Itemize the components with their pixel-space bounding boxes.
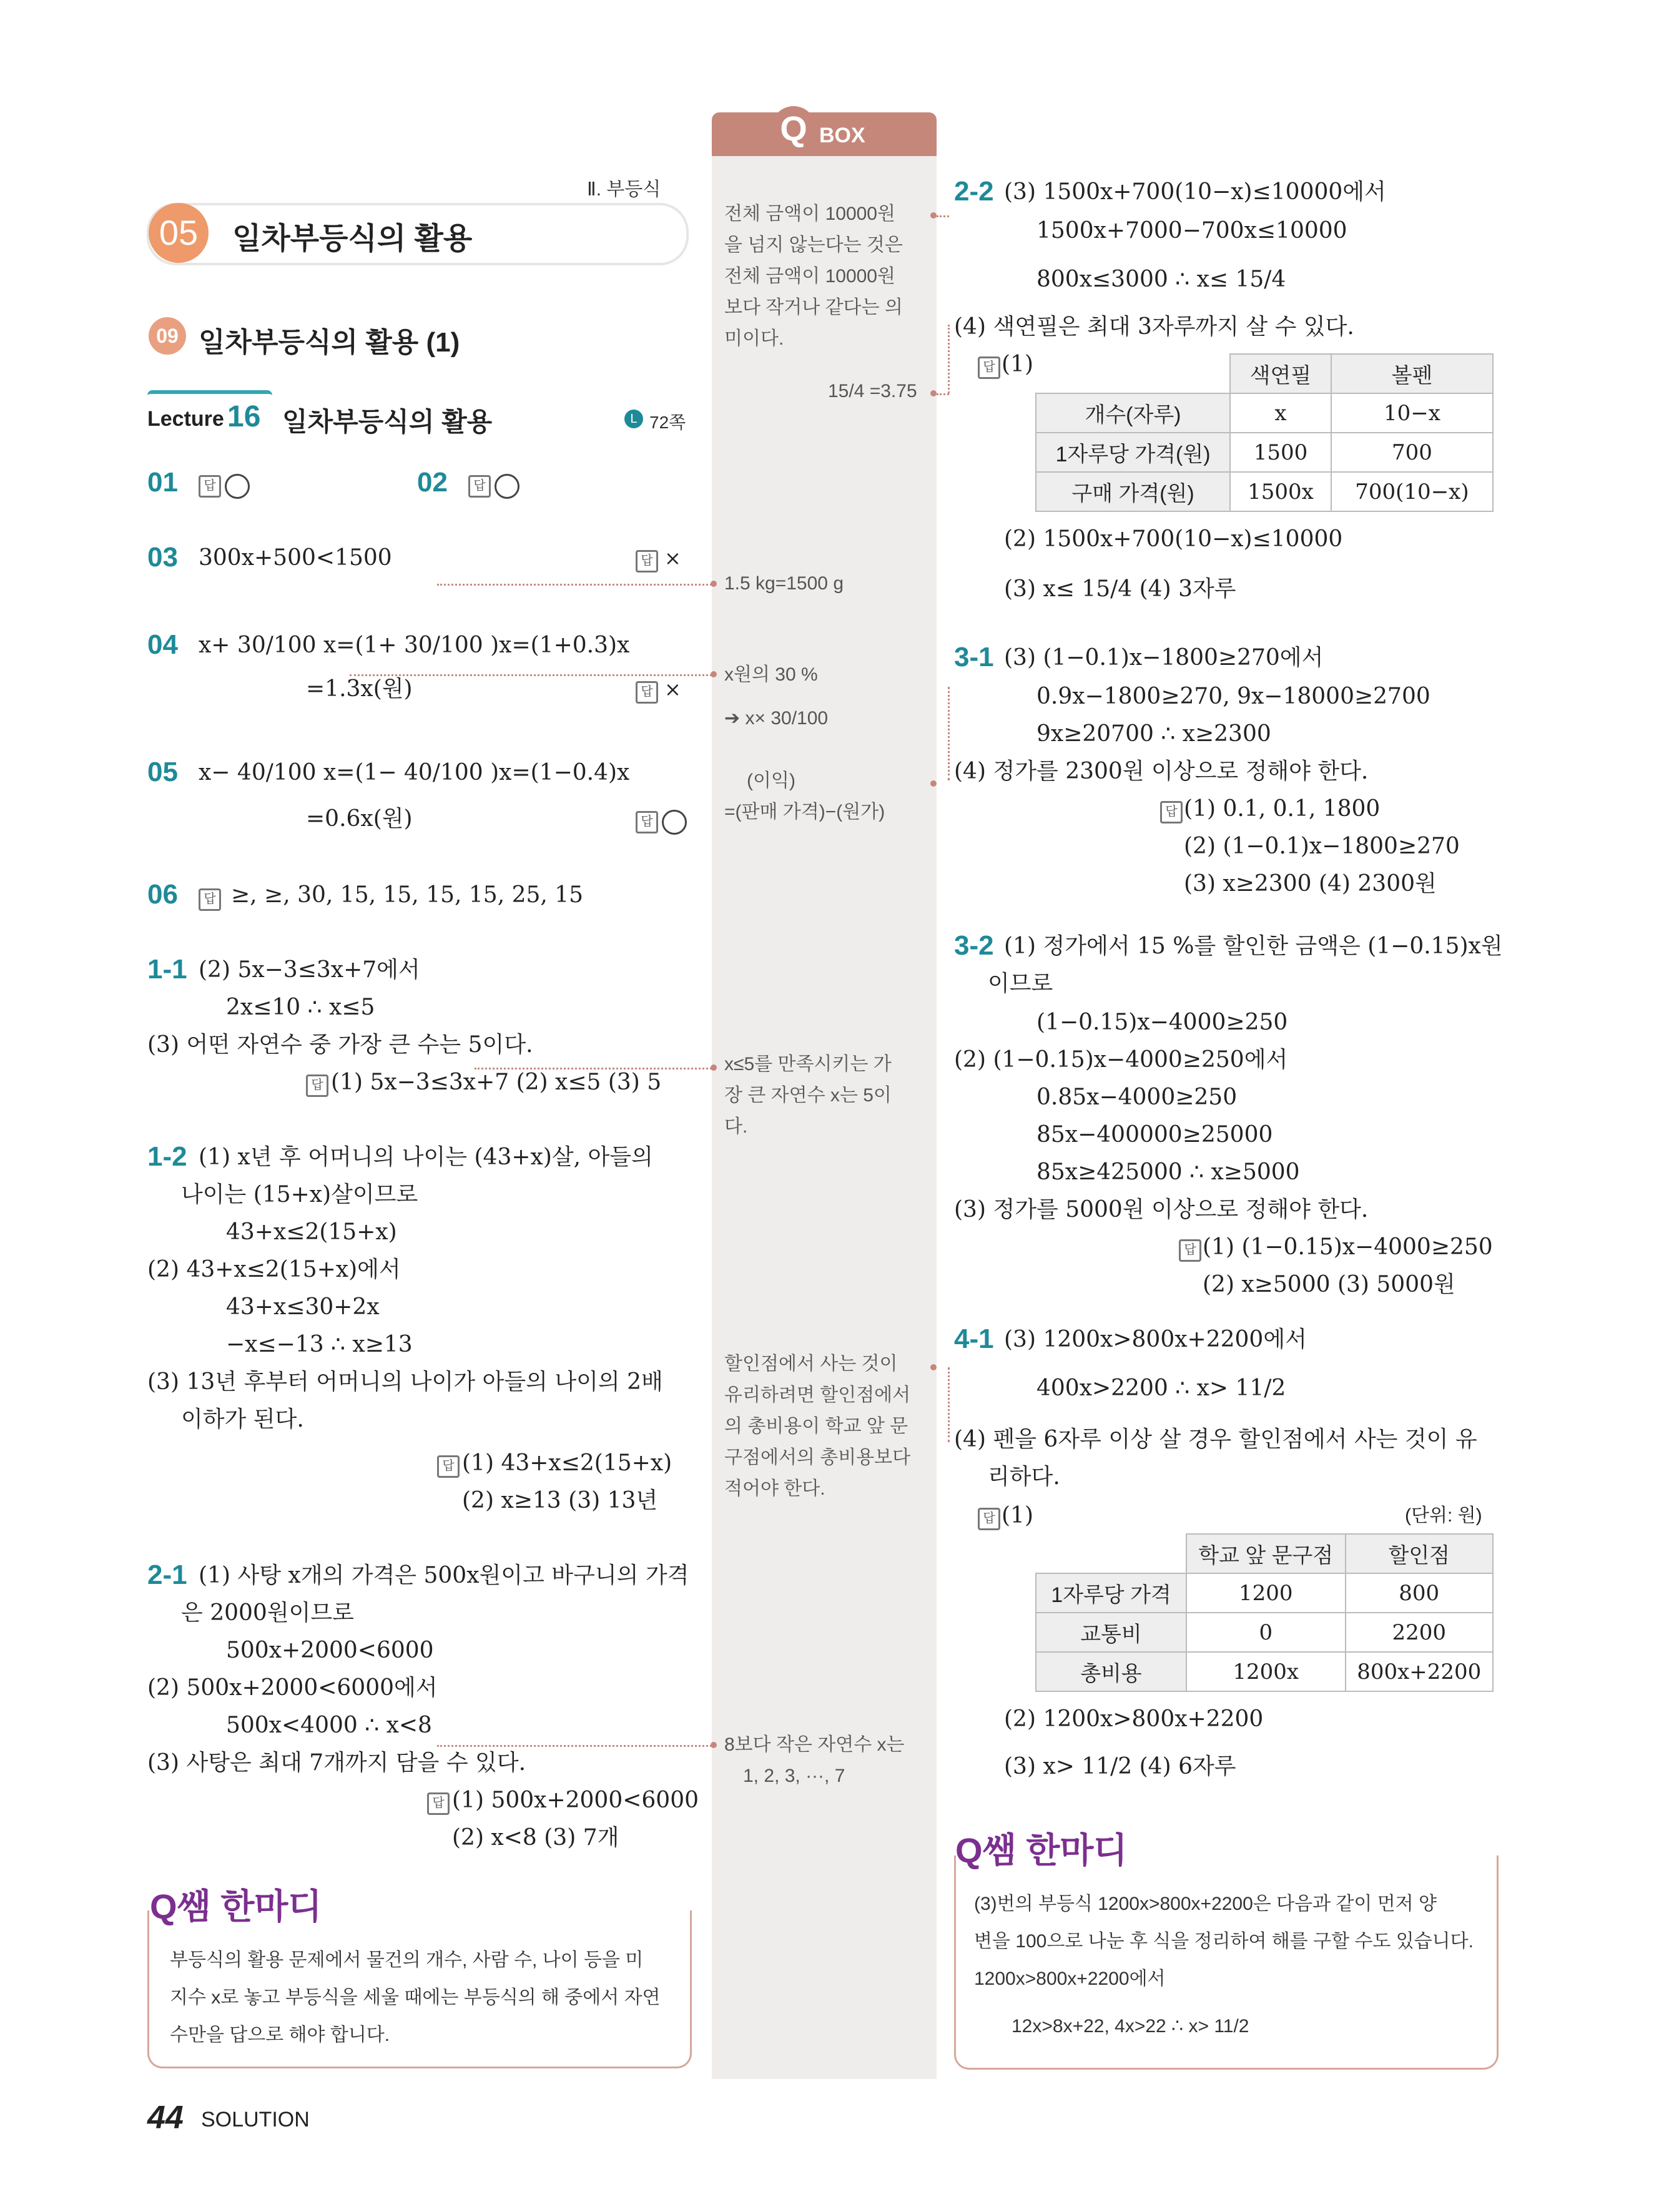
problem-2-2-answer3: (3) x≤ 15/4 (4) 3자루 xyxy=(1004,576,1236,602)
problem-3-1-answer1: (1) 0.1, 0.1, 1800 xyxy=(1184,796,1381,822)
table-cell: 10−x xyxy=(1331,393,1493,433)
problem-1-2-line1: (1) x년 후 어머니의 나이는 (43+x)살, 아들의 xyxy=(199,1144,653,1170)
connector-line xyxy=(437,584,712,586)
connector-line xyxy=(350,674,712,676)
answer-icon: 답 xyxy=(636,547,662,573)
table-header-cell xyxy=(1036,354,1230,393)
problem-3-2-line4: (2) (1−0.15)x−4000≥250에서 xyxy=(954,1047,1288,1073)
problem-1-2-answer1: (1) 43+x≤2(15+x) xyxy=(462,1450,672,1476)
problem-05-label: 05 xyxy=(147,757,178,787)
purchase-table xyxy=(1035,353,1494,512)
problem-2-1-line2: 은 2000원이므로 xyxy=(181,1600,354,1626)
page-ref: 72쪽 xyxy=(649,413,686,432)
table-row xyxy=(1036,1652,1493,1691)
connector-line xyxy=(948,687,950,780)
tip-line: 12x>8x+22, 4x>22 ∴ x> 11/2 xyxy=(1012,2016,1249,2037)
answer-icon: 답 xyxy=(1160,798,1186,823)
section-title: 일차부등식의 활용 xyxy=(232,222,473,255)
answer-icon: 답 xyxy=(1179,1236,1205,1262)
qbox-note: 구점에서의 총비용보다 xyxy=(724,1447,911,1468)
table-cell: 700 xyxy=(1331,433,1493,472)
problem-4-1-label: 4-1 xyxy=(954,1324,994,1354)
answer-icon: 답 xyxy=(199,472,250,499)
table-cell: 구매 가격(원) xyxy=(1036,472,1230,511)
problem-2-2-line1: (3) 1500x+700(10−x)≤10000에서 xyxy=(1004,179,1386,205)
table-cell: x xyxy=(1230,393,1331,433)
problem-1-2-line4: (2) 43+x≤2(15+x)에서 xyxy=(147,1257,401,1282)
answer-icon: 답 xyxy=(427,1789,453,1815)
problem-02-label: 02 xyxy=(417,467,448,498)
problem-3-2-line8: (3) 정가를 5000원 이상으로 정해야 한다. xyxy=(954,1197,1369,1222)
footer-label: SOLUTION xyxy=(201,2108,310,2131)
circle-answer-mark xyxy=(662,810,687,835)
answer-icon: 답 xyxy=(468,472,519,499)
subsection-title: 일차부등식의 활용 (1) xyxy=(199,327,460,358)
problem-3-1-line3: 9x≥20700 ∴ x≥2300 xyxy=(1036,721,1271,747)
tip-line: 부등식의 활용 문제에서 물건의 개수, 사람 수, 나이 등을 미 xyxy=(170,1950,644,1970)
table-row xyxy=(1036,433,1493,472)
problem-1-2-line7: (3) 13년 후부터 어머니의 나이가 아들의 나이의 2배 xyxy=(147,1369,663,1395)
problem-2-1-answer2: (2) x<8 (3) 7개 xyxy=(452,1825,619,1851)
problem-05-line2: =0.6x(원) xyxy=(306,806,413,832)
table-header-cell: 할인점 xyxy=(1346,1534,1493,1573)
qbox-note: 전체 금액이 10000원 xyxy=(724,266,895,287)
qbox-note: 장 큰 자연수 x는 5이 xyxy=(724,1085,892,1106)
connector-line xyxy=(437,1745,712,1747)
problem-03-answer: × xyxy=(664,546,681,570)
table-cell: 1200x xyxy=(1186,1652,1346,1691)
problem-3-1-line4: (4) 정가를 2300원 이상으로 정해야 한다. xyxy=(954,759,1369,784)
problem-1-2-label: 1-2 xyxy=(147,1141,187,1172)
qbox-note: 1, 2, 3, ···, 7 xyxy=(743,1766,845,1786)
problem-3-2-label: 3-2 xyxy=(954,930,994,961)
answer-icon: 답 xyxy=(437,1452,463,1478)
problem-3-1-answer2: (2) (1−0.1)x−1800≥270 xyxy=(1184,833,1460,859)
problem-3-1-answer3: (3) x≥2300 (4) 2300원 xyxy=(1184,871,1437,897)
qbox-note: 적어야 한다. xyxy=(724,1478,825,1499)
tip-line: 변을 100으로 나눈 후 식을 정리하여 해를 구할 수도 있습니다. xyxy=(974,1931,1474,1952)
table-cell: 1500 xyxy=(1230,433,1331,472)
problem-1-1-label: 1-1 xyxy=(147,954,187,985)
connector-dot xyxy=(711,1064,717,1071)
qbox-note: =(판매 가격)−(원가) xyxy=(724,802,885,822)
cost-comparison-table xyxy=(1035,1533,1494,1692)
table-cell: 800 xyxy=(1346,1573,1493,1613)
tip-line: 수만을 답으로 해야 합니다. xyxy=(170,2025,390,2045)
lecture-underline xyxy=(147,390,272,400)
qbox-note: 미이다. xyxy=(724,328,784,349)
tip-title: Q쌤 한마디 xyxy=(150,1887,322,1926)
problem-06-label: 06 xyxy=(147,879,178,910)
problem-2-2-answer2: (2) 1500x+700(10−x)≤10000 xyxy=(1004,526,1343,552)
problem-4-1-line4: 리하다. xyxy=(988,1464,1060,1490)
problem-3-1-label: 3-1 xyxy=(954,642,994,672)
connector-dot xyxy=(930,390,937,396)
table-cell: 700(10−x) xyxy=(1331,472,1493,511)
connector-dot xyxy=(930,212,937,219)
qbox-note: (이익) xyxy=(747,770,795,791)
problem-05-line1: x− 40/100 x=(1− 40/100 )x=(1−0.4)x xyxy=(199,760,630,785)
qbox-note: 15/4 =3.75 xyxy=(828,381,917,401)
problem-1-2-line5: 43+x≤30+2x xyxy=(226,1294,380,1320)
table-row xyxy=(1036,472,1493,511)
unit-label: (단위: 원) xyxy=(1405,1505,1482,1526)
connector-dot xyxy=(711,671,717,677)
circle-answer-mark xyxy=(495,474,519,499)
problem-04-label: 04 xyxy=(147,629,178,660)
tip-line: 1200x>800x+2200에서 xyxy=(974,1969,1166,1989)
problem-3-2-answer2: (2) x≥5000 (3) 5000원 xyxy=(1203,1272,1455,1297)
problem-3-2-line5: 0.85x−4000≥250 xyxy=(1036,1084,1238,1110)
problem-1-1-answer: (1) 5x−3≤3x+7 (2) x≤5 (3) 5 xyxy=(331,1069,662,1095)
problem-1-2-line8: 이하가 된다. xyxy=(181,1407,304,1432)
page-ref-icon: L xyxy=(624,410,643,428)
problem-4-1-line2: 400x>2200 ∴ x> 11/2 xyxy=(1036,1375,1286,1401)
problem-03-expression: 300x+500<1500 xyxy=(199,545,392,571)
circle-answer-mark xyxy=(225,474,250,499)
connector-line xyxy=(475,1068,712,1069)
answer-icon: 답 xyxy=(199,885,225,911)
problem-2-2-answer-label: (1) xyxy=(1002,351,1033,377)
problem-3-2-answer1: (1) (1−0.15)x−4000≥250 xyxy=(1203,1234,1493,1260)
problem-1-2-answer2: (2) x≥13 (3) 13년 xyxy=(462,1488,658,1513)
qbox-note: 다. xyxy=(724,1116,748,1137)
qbox-note: x≤5를 만족시키는 가 xyxy=(724,1054,892,1074)
table-cell: 2200 xyxy=(1346,1613,1493,1652)
problem-2-1-line6: (3) 사탕은 최대 7개까지 담을 수 있다. xyxy=(147,1750,526,1776)
table-cell: 총비용 xyxy=(1036,1652,1186,1691)
problem-04-line2: =1.3x(원) xyxy=(306,676,413,702)
problem-03-label: 03 xyxy=(147,542,178,573)
connector-line xyxy=(937,215,949,217)
problem-2-1-line3: 500x+2000<6000 xyxy=(226,1638,434,1663)
table-row xyxy=(1036,1613,1493,1652)
problem-3-1-line2: 0.9x−1800≥270, 9x−18000≥2700 xyxy=(1036,684,1430,709)
table-cell: 1자루당 가격 xyxy=(1036,1573,1186,1613)
problem-2-1-line5: 500x<4000 ∴ x<8 xyxy=(226,1713,432,1738)
table-header-cell: 볼펜 xyxy=(1331,354,1493,393)
table-cell: 0 xyxy=(1186,1613,1346,1652)
problem-04-line1: x+ 30/100 x=(1+ 30/100 )x=(1+0.3)x xyxy=(199,632,630,658)
tip-line: 지수 x로 놓고 부등식을 세울 때에는 부등식의 해 중에서 자연 xyxy=(170,1987,661,2008)
connector-dot xyxy=(711,1742,717,1748)
table-cell: 교통비 xyxy=(1036,1613,1186,1652)
qbox-q-logo: Q xyxy=(771,106,816,151)
problem-4-1-line1: (3) 1200x>800x+2200에서 xyxy=(1004,1327,1307,1352)
answer-icon: 답 xyxy=(636,808,687,835)
qbox-title: BOX xyxy=(819,124,865,147)
problem-4-1-answer3: (3) x> 11/2 (4) 6자루 xyxy=(1004,1754,1236,1779)
subsection-number-badge: 09 xyxy=(149,317,186,355)
problem-01-label: 01 xyxy=(147,467,178,498)
qbox-note: x원의 30 % xyxy=(724,664,818,685)
problem-3-2-line7: 85x≥425000 ∴ x≥5000 xyxy=(1036,1159,1300,1185)
problem-1-2-line3: 43+x≤2(15+x) xyxy=(226,1219,397,1245)
table-cell: 개수(자루) xyxy=(1036,393,1230,433)
table-cell: 1500x xyxy=(1230,472,1331,511)
problem-3-2-line3: (1−0.15)x−4000≥250 xyxy=(1036,1010,1288,1035)
problem-3-1-line1: (3) (1−0.1)x−1800≥270에서 xyxy=(1004,645,1324,671)
problem-2-1-answer1: (1) 500x+2000<6000 xyxy=(452,1787,699,1813)
problem-4-1-answer-label: (1) xyxy=(1002,1503,1033,1528)
problem-4-1-answer2: (2) 1200x>800x+2200 xyxy=(1004,1706,1264,1732)
section-number-badge: 05 xyxy=(149,203,209,263)
table-header-cell: 학교 앞 문구점 xyxy=(1186,1534,1346,1573)
table-cell: 1200 xyxy=(1186,1573,1346,1613)
answer-icon: 답 xyxy=(978,353,1004,379)
problem-4-1-line3: (4) 펜을 6자루 이상 살 경우 할인점에서 사는 것이 유 xyxy=(954,1427,1477,1452)
qbox-note: 을 넘지 않는다는 것은 xyxy=(724,235,903,255)
qbox-note: 8보다 작은 자연수 x는 xyxy=(724,1734,905,1755)
problem-06-answer: ≥, ≥, 30, 15, 15, 15, 15, 25, 15 xyxy=(231,882,584,908)
problem-2-2-line4: (4) 색연필은 최대 3자루까지 살 수 있다. xyxy=(954,314,1354,340)
problem-2-2-label: 2-2 xyxy=(954,176,994,207)
qbox-note: 할인점에서 사는 것이 xyxy=(724,1354,898,1374)
lecture-label: Lecture xyxy=(147,407,224,431)
qbox-note: 유리하려면 할인점에서 xyxy=(724,1385,911,1405)
problem-2-2-line3: 800x≤3000 ∴ x≤ 15/4 xyxy=(1036,267,1286,292)
problem-3-2-line6: 85x−400000≥25000 xyxy=(1036,1122,1273,1148)
qbox-note: 보다 작거나 같다는 의 xyxy=(724,297,903,318)
problem-2-1-line1: (1) 사탕 x개의 가격은 500x원이고 바구니의 가격 xyxy=(199,1563,689,1588)
qbox-note: 1.5 kg=1500 g xyxy=(724,573,844,594)
table-row xyxy=(1036,1573,1493,1613)
answer-icon: 답 xyxy=(306,1071,332,1097)
page-number: 44 xyxy=(147,2100,184,2136)
problem-2-1-label: 2-1 xyxy=(147,1560,187,1590)
table-cell: 1자루당 가격(원) xyxy=(1036,433,1230,472)
qbox-note: 전체 금액이 10000원 xyxy=(724,204,895,224)
problem-1-1-line3: (3) 어떤 자연수 중 가장 큰 수는 5이다. xyxy=(147,1032,533,1058)
problem-2-2-line2: 1500x+7000−700x≤10000 xyxy=(1036,218,1347,243)
qbox-note: ➔ x× 30/100 xyxy=(724,708,829,729)
problem-3-2-line2: 이므로 xyxy=(988,971,1053,996)
problem-1-2-line2: 나이는 (15+x)살이므로 xyxy=(181,1182,418,1207)
problem-3-2-line1: (1) 정가에서 15 %를 할인한 금액은 (1−0.15)x원 xyxy=(1004,933,1503,959)
tip-title: Q쌤 한마디 xyxy=(955,1831,1128,1870)
problem-04-answer: × xyxy=(664,677,681,701)
tip-line: (3)번의 부등식 1200x>800x+2200은 다음과 같이 먼저 양 xyxy=(974,1894,1437,1914)
qbox-note: 의 총비용이 학교 앞 문 xyxy=(724,1416,908,1437)
problem-1-2-line6: −x≤−13 ∴ x≥13 xyxy=(226,1332,413,1357)
chapter-label: Ⅱ. 부등식 xyxy=(587,179,661,200)
problem-1-1-line1: (2) 5x−3≤3x+7에서 xyxy=(199,957,420,983)
connector-dot xyxy=(711,581,717,587)
table-cell: 800x+2200 xyxy=(1346,1652,1493,1691)
problem-2-1-line4: (2) 500x+2000<6000에서 xyxy=(147,1675,438,1701)
connector-line xyxy=(937,393,949,395)
answer-icon: 답 xyxy=(636,678,662,704)
lecture-title: 일차부등식의 활용 xyxy=(282,407,493,436)
connector-dot xyxy=(930,1364,937,1370)
table-header-cell xyxy=(1036,1534,1186,1573)
connector-line xyxy=(948,325,950,393)
table-row xyxy=(1036,393,1493,433)
connector-line xyxy=(948,1367,950,1442)
connector-dot xyxy=(930,780,937,787)
lecture-number: 16 xyxy=(227,400,261,433)
answer-icon: 답 xyxy=(978,1505,1004,1530)
problem-1-1-line2: 2x≤10 ∴ x≤5 xyxy=(226,995,375,1020)
table-header-cell: 색연필 xyxy=(1230,354,1331,393)
